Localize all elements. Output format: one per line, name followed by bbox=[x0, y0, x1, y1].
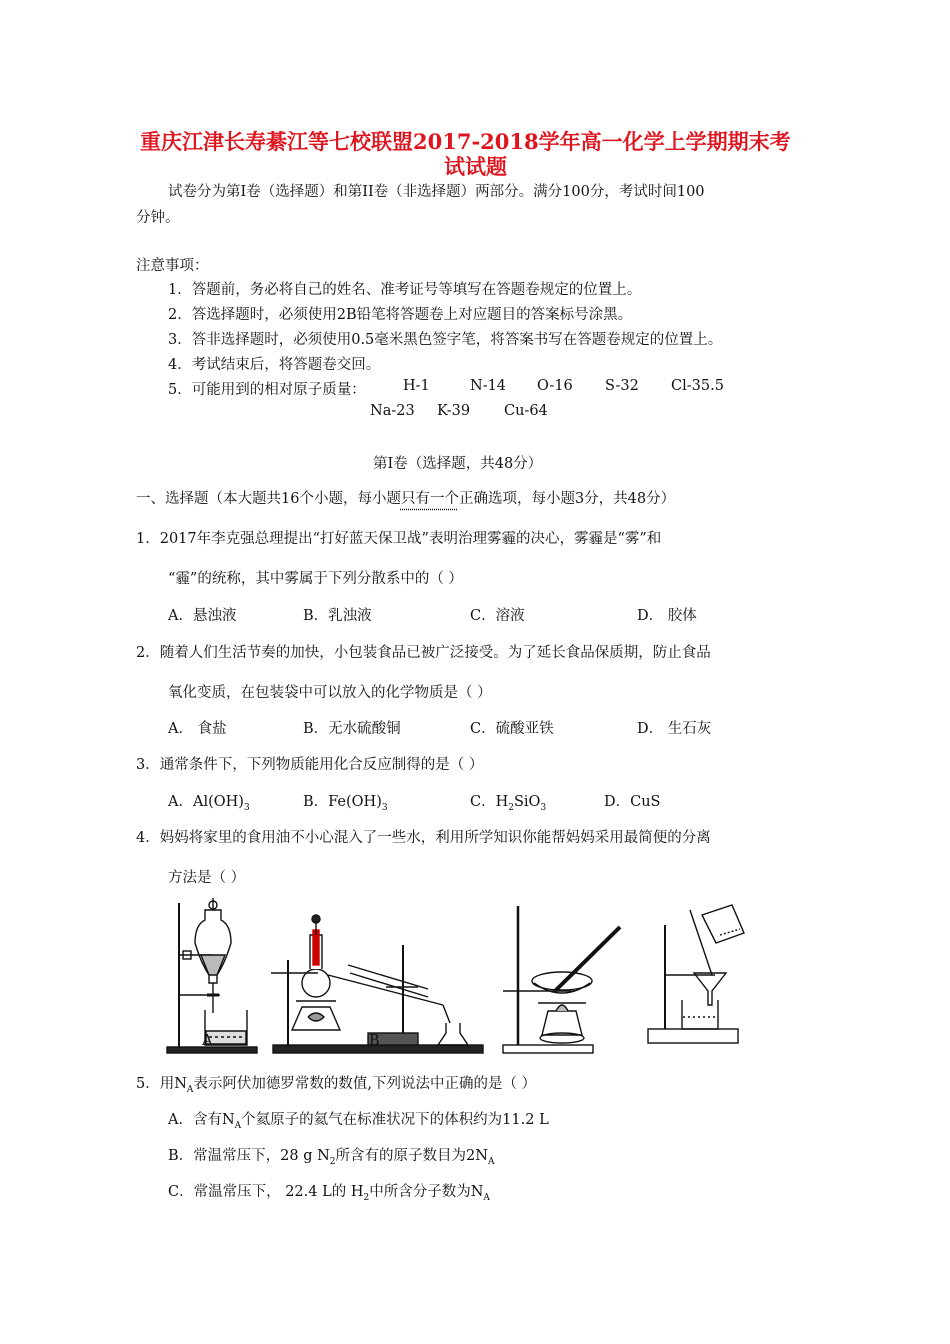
q5-stem-pre: 5．用N bbox=[136, 1076, 187, 1092]
q5-option-b-mid: 所含有的原子数目为2N bbox=[335, 1148, 488, 1164]
figure-filtration bbox=[640, 905, 750, 1050]
notes-heading: 注意事项： bbox=[136, 258, 209, 274]
q3-option-c-sub: 2 bbox=[508, 802, 514, 813]
note-item: 3．答非选择题时，必须使用0.5毫米黑色签字笔，将答案书写在答题卷规定的位置上。 bbox=[168, 332, 723, 348]
mass-o: O-16 bbox=[537, 378, 573, 394]
question-2: 2．随着人们生活节奏的加快，小包装食品已被广泛接受。为了延长食品保质期，防止食品 bbox=[136, 645, 711, 661]
note-item-masses: 5．可能用到的相对原子质量： bbox=[168, 382, 366, 398]
q3-option-a bbox=[168, 790, 250, 813]
question-1-cont: “霾”的统称，其中雾属于下列分散系中的（ ） bbox=[168, 571, 463, 587]
q3-option-d: D．CuS bbox=[604, 794, 661, 810]
section-heading-post: 正确选项，每小题3分，共48分） bbox=[458, 491, 676, 507]
mass-na: Na-23 bbox=[370, 403, 415, 419]
q2-option-c: C．硫酸亚铁 bbox=[470, 721, 554, 737]
q5-option-b bbox=[168, 1144, 494, 1167]
note-item: 4．考试结束后，将答题卷交回。 bbox=[168, 357, 381, 373]
q5-option-b-sub: 2 bbox=[329, 1156, 336, 1167]
q2-option-d: D． 生石灰 bbox=[637, 721, 712, 737]
question-3: 3．通常条件下，下列物质能用化合反应制得的是（ ） bbox=[136, 757, 484, 773]
mass-k: K-39 bbox=[437, 403, 471, 419]
q1-option-a: A．悬浊液 bbox=[168, 608, 237, 624]
question-4-cont: 方法是（ ） bbox=[168, 870, 246, 886]
q1-option-d: D． 胶体 bbox=[637, 608, 697, 624]
figure-label-a: A bbox=[202, 1033, 213, 1049]
page-title: 重庆江津长寿綦江等七校联盟2017-2018学年高一化学上学期期末考 bbox=[140, 129, 791, 154]
q3-option-c-text: C．H bbox=[470, 794, 509, 810]
section-title: 第Ⅰ卷（选择题，共48分） bbox=[373, 456, 543, 472]
q3-option-b-sub: 3 bbox=[381, 802, 388, 813]
figure-separatory-funnel bbox=[165, 895, 260, 1060]
q5-option-a-pre: A．含有N bbox=[168, 1112, 235, 1128]
figure-label-b: B bbox=[369, 1033, 380, 1049]
mass-n: N-14 bbox=[470, 378, 507, 394]
intro-text-cont: 分钟。 bbox=[136, 210, 180, 226]
q5-option-a bbox=[168, 1108, 549, 1131]
section-heading-emph: 只有一个 bbox=[400, 491, 459, 507]
question-4: 4．妈妈将家里的食用油不小心混入了一些水，利用所学知识你能帮妈妈采用最简便的分离 bbox=[136, 830, 711, 846]
section-heading bbox=[136, 487, 675, 508]
question-2-cont: 氧化变质，在包装袋中可以放入的化学物质是（ ） bbox=[168, 685, 492, 701]
mass-cl: Cl-35.5 bbox=[671, 378, 724, 394]
q5-option-c-mid: 中所含分子数为N bbox=[369, 1184, 484, 1200]
mass-h: H-1 bbox=[403, 378, 430, 394]
note-item: 2．答选择题时，必须使用2B铅笔将答题卷上对应题目的答案标号涂黑。 bbox=[168, 307, 633, 323]
q5-option-a-post: 个氦原子的氦气在标准状况下的体积约为11.2 L bbox=[241, 1112, 549, 1128]
q5-option-c-sub2: A bbox=[483, 1192, 490, 1203]
figure-evaporation bbox=[500, 903, 630, 1058]
q5-stem-sub: A bbox=[186, 1084, 194, 1095]
q3-option-b bbox=[303, 790, 388, 813]
q5-option-c bbox=[168, 1180, 490, 1203]
mass-cu: Cu-64 bbox=[504, 403, 548, 419]
section-heading-pre: 一、选择题（本大题共16个小题，每小题 bbox=[136, 491, 401, 507]
q5-option-c-pre: C．常温常压下， 22.4 L的 H bbox=[168, 1184, 364, 1200]
q1-option-b: B．乳浊液 bbox=[303, 608, 372, 624]
q5-option-b-pre: B．常温常压下，28 g N bbox=[168, 1148, 330, 1164]
q5-option-a-sub: A bbox=[234, 1120, 242, 1131]
page-title-cont: 试试题 bbox=[444, 154, 507, 179]
q3-option-a-text: A．Al(OH) bbox=[168, 794, 244, 810]
q3-option-b-text: B．Fe(OH) bbox=[303, 794, 382, 810]
q3-option-a-sub: 3 bbox=[243, 802, 250, 813]
question-1: 1．2017年李克强总理提出“打好蓝天保卫战”表明治理雾霾的决心，雾霾是“雾”和 bbox=[136, 531, 662, 547]
q5-option-c-sub: 2 bbox=[363, 1192, 370, 1203]
q3-option-c-sub2: 3 bbox=[540, 802, 547, 813]
q3-option-c bbox=[470, 790, 546, 813]
note-item: 1．答题前，务必将自己的姓名、准考证号等填写在答题卷规定的位置上。 bbox=[168, 282, 642, 298]
q2-option-b: B．无水硫酸铜 bbox=[303, 721, 401, 737]
q3-option-c-tail: SiO bbox=[513, 794, 541, 810]
q2-option-a: A． 食盐 bbox=[168, 721, 227, 737]
question-5 bbox=[136, 1072, 536, 1095]
q1-option-c: C．溶液 bbox=[470, 608, 525, 624]
q5-stem-post: 表示阿伏加德罗常数的数值,下列说法中正确的是（ ） bbox=[193, 1076, 537, 1092]
mass-s: S-32 bbox=[605, 378, 639, 394]
q5-option-b-sub2: A bbox=[487, 1156, 495, 1167]
intro-text: 试卷分为第Ⅰ卷（选择题）和第II卷（非选择题）两部分。满分100分，考试时间100 bbox=[168, 184, 705, 200]
